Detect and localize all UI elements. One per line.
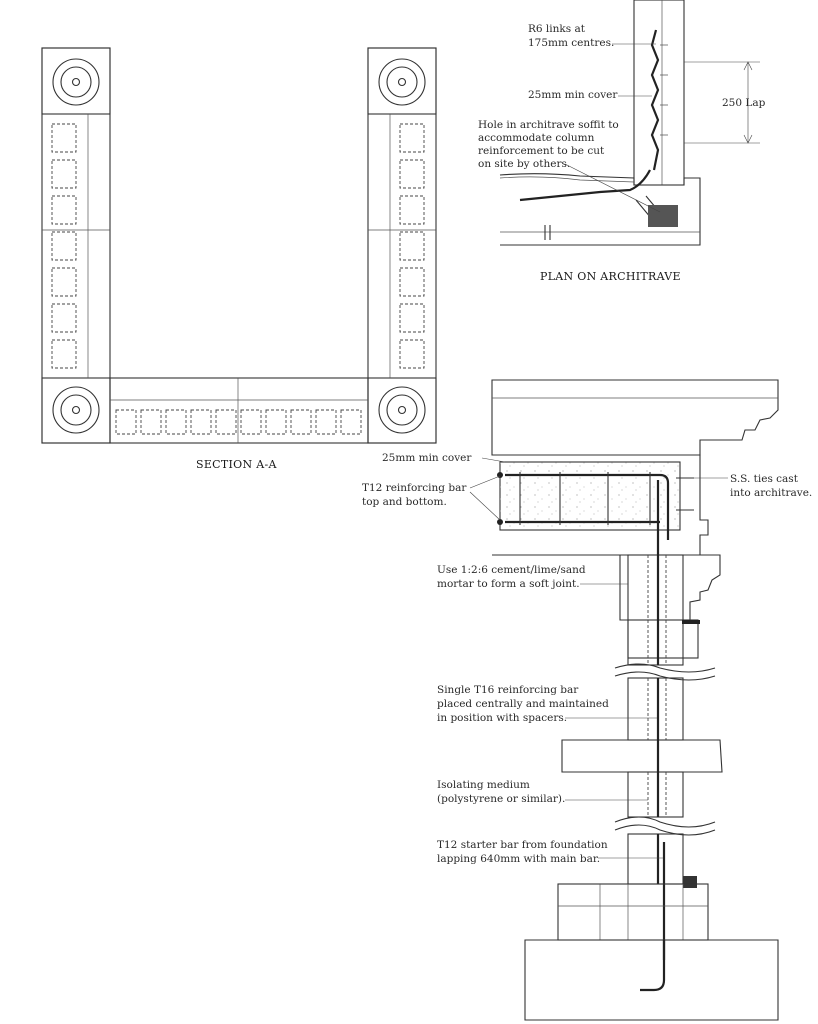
void-block (266, 410, 286, 434)
corner-bar-bottom-left (53, 387, 99, 433)
corner-bar-bottom-right (379, 387, 425, 433)
bottom-band-voids (116, 410, 361, 434)
void-block (341, 410, 361, 434)
string-course (562, 740, 722, 772)
detail-cover-label: 25mm min cover (382, 452, 472, 464)
isolating-medium-label: Isolating medium (polystyrene or similar). (437, 779, 566, 805)
section-title: SECTION A-A (196, 458, 277, 471)
section-a-a-drawing (42, 48, 436, 471)
void-block (241, 410, 261, 434)
void-block (191, 410, 211, 434)
t12-bar-label: T12 reinforcing bar top and bottom. (362, 482, 467, 508)
plan-cover-label: 25mm min cover (528, 89, 618, 101)
void-block (400, 232, 424, 260)
void-block (116, 410, 136, 434)
void-block (400, 124, 424, 152)
void-block (52, 232, 76, 260)
void-block (291, 410, 311, 434)
plan-links-label: R6 links at 175mm centres. (528, 23, 615, 49)
lap-dimension-label: 250 Lap (722, 97, 766, 109)
void-block (400, 268, 424, 296)
plinth (558, 884, 708, 940)
plan-on-architrave-drawing (478, 0, 766, 283)
plan-hole-label: Hole in architrave soffit to accommodate column reinforcement to be cut on site by others. (478, 119, 619, 170)
foundation (525, 940, 778, 1020)
plan-column (634, 0, 684, 185)
plan-title: PLAN ON ARCHITRAVE (540, 270, 681, 283)
column-upper (628, 555, 683, 665)
mortar-label: Use 1:2:6 cement/lime/sand mortar to form a soft joint. (437, 564, 586, 590)
void-block (400, 340, 424, 368)
left-leg-voids (52, 124, 76, 368)
void-block (216, 410, 236, 434)
t16-bar-label: Single T16 reinforcing bar placed centrally and maintained in position with spacers. (437, 684, 609, 724)
corner-bar-top-left (53, 59, 99, 105)
void-block (52, 160, 76, 188)
void-block (316, 410, 336, 434)
void-block (400, 304, 424, 332)
ss-ties-label: S.S. ties cast into architrave. (730, 473, 813, 499)
right-leg-voids (400, 124, 424, 368)
corner-bar-top-right (379, 59, 425, 105)
void-block (52, 196, 76, 224)
void-block (400, 196, 424, 224)
starter-bar-label: T12 starter bar from foundation lapping 640mm with main bar. (437, 839, 608, 865)
void-block (52, 268, 76, 296)
void-block (400, 160, 424, 188)
cornice (492, 380, 778, 455)
void-block (141, 410, 161, 434)
column-elevation-detail (362, 380, 812, 1020)
void-block (52, 340, 76, 368)
void-block (166, 410, 186, 434)
right-leg (368, 48, 436, 443)
void-block (52, 124, 76, 152)
bottom-band (110, 378, 368, 443)
void-block (52, 304, 76, 332)
